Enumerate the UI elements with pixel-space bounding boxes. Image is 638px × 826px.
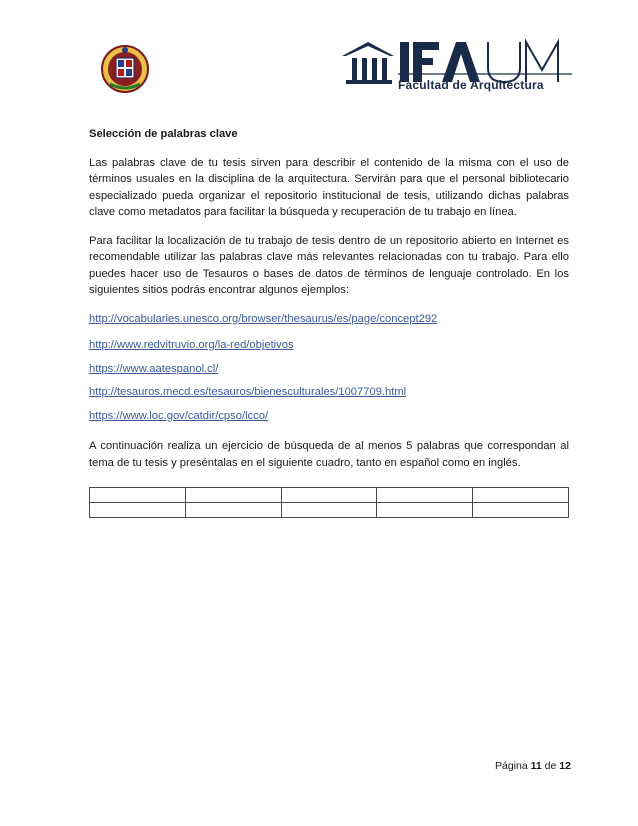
total-pages: 12: [559, 760, 571, 772]
link-loc-lcco[interactable]: https://www.loc.gov/catdir/cpso/lcco/: [89, 409, 269, 422]
table-cell[interactable]: [90, 503, 186, 518]
table-cell[interactable]: [185, 503, 281, 518]
link-aatespanol[interactable]: https://www.aatespanol.cl/: [89, 362, 219, 375]
table-cell[interactable]: [185, 488, 281, 503]
keywords-table: [89, 487, 569, 518]
link-redvitruvio[interactable]: http://www.redvitruvio.org/la-red/objetivos: [89, 339, 294, 351]
table-cell[interactable]: [473, 503, 569, 518]
document-body: [89, 126, 569, 518]
table-cell[interactable]: [281, 488, 377, 503]
page-number: 11: [530, 760, 542, 772]
table-cell[interactable]: [377, 503, 473, 518]
of-label: de: [544, 760, 557, 772]
table-cell[interactable]: [281, 503, 377, 518]
link-unesco-thesaurus[interactable]: http://vocabularies.unesco.org/browser/thesaurus/es/page/concept292: [89, 312, 438, 325]
page-header: [0, 0, 638, 110]
table-row: [90, 488, 569, 503]
table-cell[interactable]: [90, 488, 186, 503]
page-footer: [495, 760, 571, 772]
paragraph-repository: Para facilitar la localización de tu trabajo de tesis dentro de un repositorio abierto en Internet es recomendable utilizar las palabras clave más relevantes relacionadas con tu trabajo. Para ello puedes hacer uso de Tesauros o bases de datos de términos de lenguaje controlado. En los siguientes sitios podrás encontrar algunos ejemplos:: [89, 234, 569, 296]
page-label: Página: [495, 760, 528, 772]
section-heading: Selección de palabras clave: [89, 128, 238, 140]
table-cell[interactable]: [377, 488, 473, 503]
logo-tagline: Facultad de Arquitectura: [398, 78, 544, 92]
link-tesauros-mecd[interactable]: http://tesauros.mecd.es/tesauros/bienesculturales/1007709.html: [89, 386, 407, 398]
paragraph-intro: Las palabras clave de tu tesis sirven para describir el contenido de la misma con el uso de términos usuales en la disciplina de la arquitectura. Servirán para que el personal bibliotecario especializado pueda organizar el repositorio institucional de tesis, utilizando dichas palabras clave como metadatos para facilitar la búsqueda y recuperación de tu trabajo en línea.: [89, 156, 569, 218]
university-seal-icon: [100, 44, 150, 94]
link-list: [89, 311, 569, 425]
table-row: [90, 503, 569, 518]
table-cell[interactable]: [473, 488, 569, 503]
paragraph-exercise: A continuación realiza un ejercicio de búsqueda de al menos 5 palabras que correspondan al tema de tu tesis y preséntalas en el siguiente cuadro, tanto en español como en inglés.: [89, 440, 569, 469]
